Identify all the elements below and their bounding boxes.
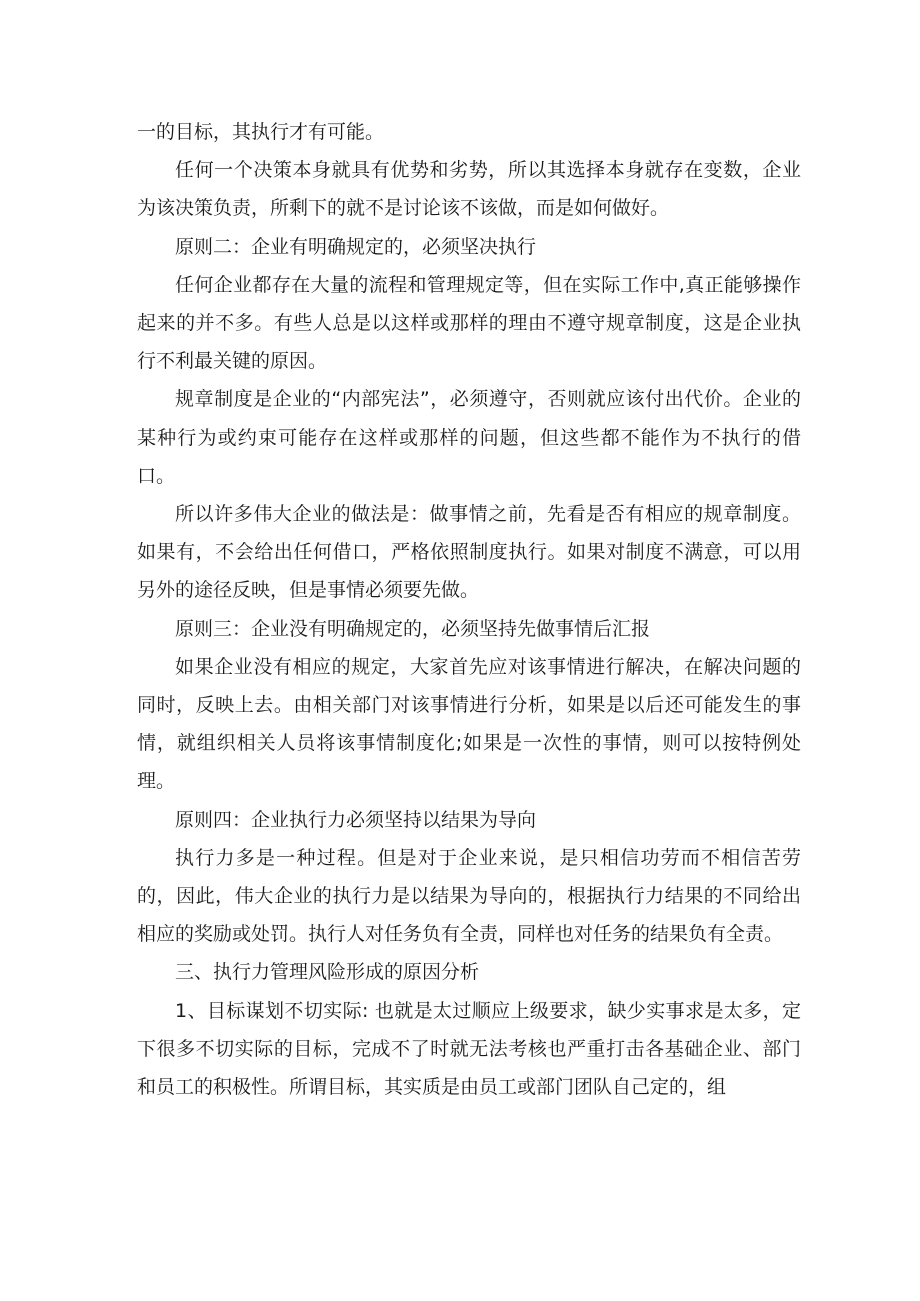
document-body [137,113,801,1106]
paragraph-8: 如果企业没有相应的规定，大家首先应对该事情进行解决，在解决问题的同时，反映上去。由相关部门对该事情进行分析，如果是以后还可能发生的事情，就组织相关人员将该事情制度化;如果是一次性的事情，则可以按特例处理。 [137,655,801,793]
paragraph-2: 任何一个决策本身就具有优势和劣势，所以其选择本身就存在变数，企业为该决策负责，所剩下的就不是讨论该不该做，而是如何做好。 [137,159,801,220]
paragraph-6: 所以许多伟大企业的做法是：做事情之前，先看是否有相应的规章制度。如果有，不会给出任何借口，严格依照制度执行。如果对制度不满意，可以用另外的途径反映，但是事情必须要先做。 [137,503,801,602]
paragraph-1: 一的目标，其执行才有可能。 [137,121,385,143]
principle-3-heading: 原则三：企业没有明确规定的，必须坚持先做事情后汇报 [175,617,651,640]
paragraph-4: 任何企业都存在大量的流程和管理规定等，但在实际工作中,真正能够操作起来的并不多。有些人总是以这样或那样的理由不遵守规章制度，这是企业执行不利最关键的原因。 [137,273,801,373]
section-3-heading: 三、执行力管理风险形成的原因分析 [175,961,480,984]
principle-4-heading: 原则四：企业执行力必须坚持以结果为导向 [175,808,537,831]
paragraph-5: 规章制度是企业的“内部宪法”，必须遵守，否则就应该付出代价。企业的某种行为或约束可能存在这样或那样的问题，但这些都不能作为不执行的借口。 [137,388,801,487]
paragraph-12: 1、目标谋划不切实际: 也就是太过顺应上级要求，缺少实事求是太多，定下很多不切实际的目标，完成不了时就无法考核也严重打击各基础企业、部门和员工的积极性。所谓目标，其实质是由员工或部门团队自己定的，组 [137,999,801,1099]
paragraph-10: 执行力多是一种过程。但是对于企业来说，是只相信功劳而不相信苦劳的，因此，伟大企业的执行力是以结果为导向的，根据执行力结果的不同给出相应的奖励或处罚。执行人对任务负有全责，同样也对任务的结果负有全责。 [137,846,801,946]
principle-2-heading: 原则二：企业有明确规定的，必须坚决执行 [175,235,537,258]
